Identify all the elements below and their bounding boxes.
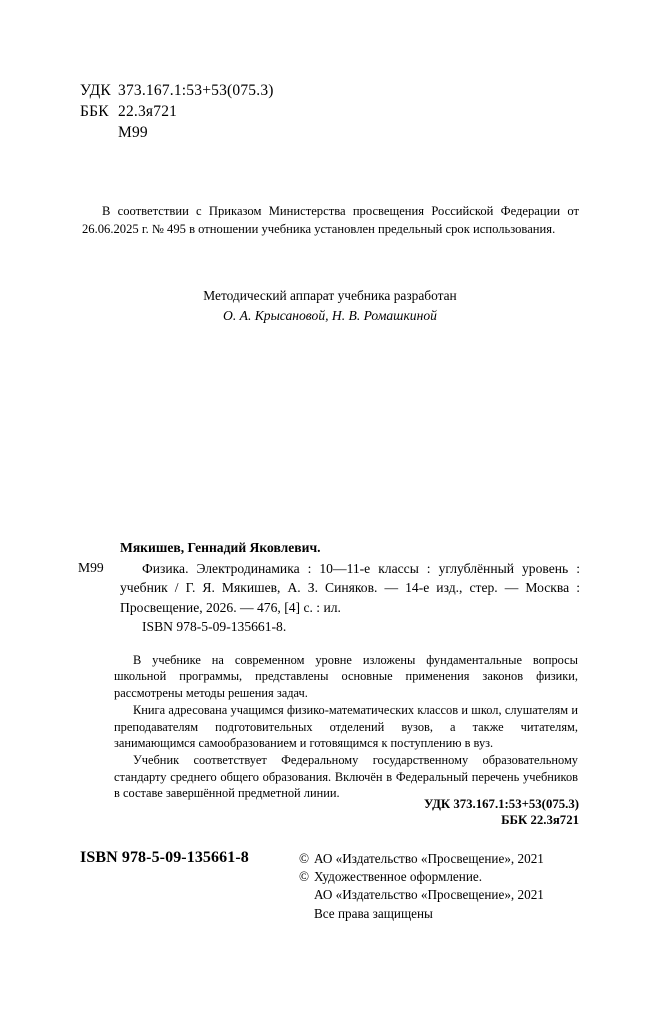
copyright-line-1 [299, 850, 599, 868]
copyright-line-3: АО «Издательство «Просвещение», 2021 [314, 887, 544, 903]
annotation-block [114, 652, 578, 802]
copyright-line-2 [299, 868, 599, 886]
bbk-repeat: ББК 22.3я721 [501, 813, 579, 828]
bibliographic-isbn: ISBN 978-5-09-135661-8. [142, 619, 287, 635]
udk-label-top: УДК [80, 82, 111, 99]
udk-value-top: 373.167.1:53+53(075.3) [118, 82, 274, 99]
classification-codes-top [80, 80, 274, 143]
bibliographic-shelf-mark: М99 [78, 560, 104, 575]
ministry-order-note: В соответствии с Приказом Министерства просвещения Российской Федерации от 26.06.2025 г. № 495 в отношении учебника установлен предельный срок использования. [82, 204, 579, 236]
udk-row-top [80, 80, 274, 101]
footer-isbn: ISBN 978-5-09-135661-8 [80, 849, 249, 866]
copyright-text-1: АО «Издательство «Просвещение», 2021 [314, 851, 544, 866]
copyright-text-2: Художественное оформление. [314, 869, 483, 885]
copyright-icon: © [299, 851, 310, 866]
copyright-block [299, 850, 599, 923]
annotation-paragraph-2: Книга адресована учащимся физико-математических классов и школ, слушателям и преподавателям подготовительных отделений вузов, а также читателям, занимающимся самообразованием и готовящимся к поступлению в вуз. [114, 703, 578, 751]
annotation-paragraph-1: В учебнике на современном уровне изложены фундаментальные вопросы школьной программы, представлены основные применения законов физики, рассмотрены методы решения задач. [114, 653, 578, 700]
method-apparatus-credit [80, 286, 580, 326]
copyright-line-4: Все права защищены [314, 905, 433, 921]
copyright-icon: © [299, 869, 310, 885]
bbk-row-top [80, 101, 274, 122]
annotation-paragraph-3: Учебник соответствует Федеральному государственному образовательному стандарту среднего общего образования. Включён в Федеральный перечень учебников в составе завершённой предметной линии. [114, 753, 578, 801]
bibliographic-description: Физика. Электродинамика : 10—11-е классы : углублённый уровень : учебник / Г. Я. Мякишев, А. З. Синяков. — 14-е изд., стер. — Москва : Просвещение, 2026. — 476, [4] с. : ил. [120, 560, 580, 615]
udk-repeat: УДК 373.167.1:53+53(075.3) [423, 797, 579, 811]
method-apparatus-title: Методический аппарат учебника разработан [203, 288, 457, 303]
classification-codes-repeat [280, 796, 579, 829]
method-apparatus-authors: О. А. Крысановой, Н. В. Ромашкиной [223, 308, 437, 323]
bbk-value-top: 22.3я721 [118, 103, 178, 120]
shelf-mark-top: М99 [118, 124, 148, 141]
bibliographic-author-heading: Мякишев, Геннадий Яковлевич. [120, 540, 321, 555]
bibliographic-record [78, 538, 580, 637]
bbk-label-top: ББК [80, 103, 109, 120]
